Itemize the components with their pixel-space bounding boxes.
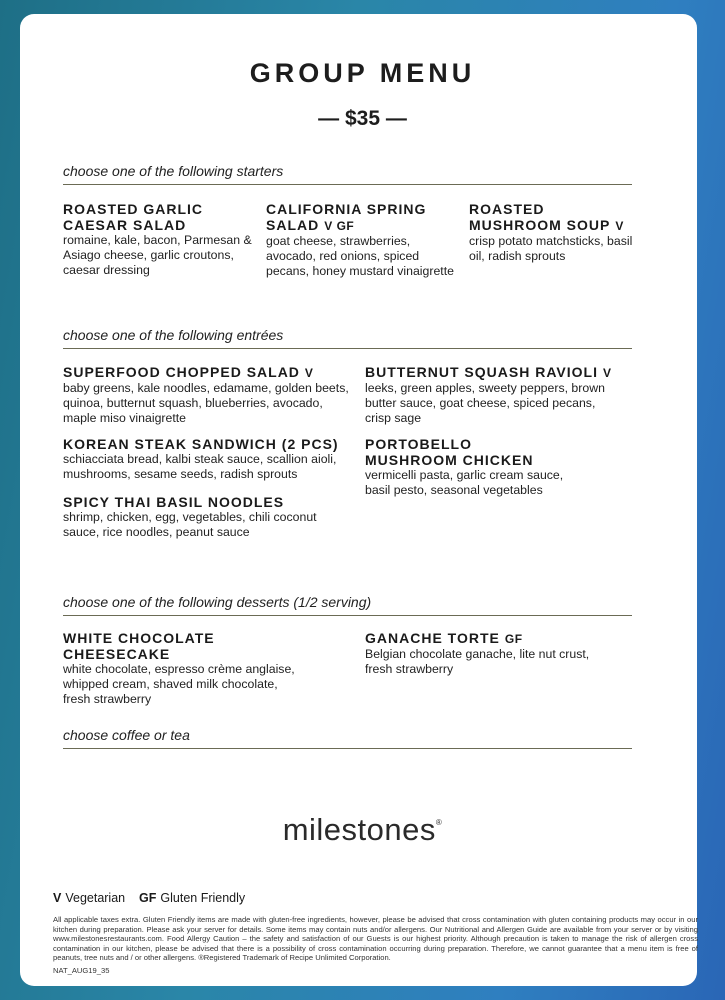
item-desc: white chocolate, espresso crème anglaise, whipped cream, shaved milk chocolate, fresh strawberry bbox=[63, 662, 295, 706]
drinks-heading: choose coffee or tea bbox=[63, 727, 632, 749]
menu-item bbox=[63, 201, 253, 278]
item-name: SPICY THAI BASIL NOODLES bbox=[63, 494, 285, 510]
item-tags: GF bbox=[504, 632, 523, 646]
legend-v-label: Vegetarian bbox=[65, 891, 126, 905]
registered-mark: ® bbox=[435, 818, 443, 827]
menu-code: NAT_AUG19_35 bbox=[53, 966, 110, 975]
legend bbox=[53, 891, 245, 905]
item-tags: V GF bbox=[324, 219, 355, 233]
item-desc: vermicelli pasta, garlic cream sauce, basil pesto, seasonal vegetables bbox=[365, 468, 564, 497]
item-desc: baby greens, kale noodles, edamame, golden beets, quinoa, butternut squash, blueberries, avocado, maple miso vinaigrette bbox=[63, 381, 349, 425]
legend-v: V bbox=[53, 891, 62, 905]
item-desc: romaine, kale, bacon, Parmesan & Asiago cheese, garlic croutons, caesar dressing bbox=[63, 233, 252, 277]
item-tags: V bbox=[304, 366, 314, 380]
menu-item bbox=[365, 436, 585, 498]
menu-item bbox=[63, 494, 328, 540]
starters-heading: choose one of the following starters bbox=[63, 163, 632, 185]
item-name: PORTOBELLO MUSHROOM CHICKEN bbox=[365, 436, 534, 468]
menu-item bbox=[365, 364, 615, 426]
menu-item bbox=[365, 630, 600, 677]
item-name: ROASTED GARLIC CAESAR SALAD bbox=[63, 201, 203, 233]
fine-print: All applicable taxes extra. Gluten Friendly items are made with gluten-free ingredients, however, please be advised that cross contamination with gluten containing products may occur in our kitchen during preparation. Please ask your server for details. Some items may contain nuts and/or allergens. Our Nutritional and Allergen Guide are available from your server or by visiting www.milestonesrestaurants.com. Food Allergy Caution – the safety and satisfaction of our Guests is our highest priority. Although precaution is taken to manage the risk of allergen cross contamination in our kitchen, please be advised that there is a possibility of cross contamination occurring during preparation. Therefore, we cannot guarantee that a menu item is free of peanuts, tree nuts and / or other allergens. ®Registered Trademark of Recipe Unlimited Corporation. bbox=[53, 915, 698, 962]
item-name: CALIFORNIA SPRING SALAD bbox=[266, 201, 427, 233]
item-name: GANACHE TORTE bbox=[365, 630, 500, 646]
item-desc: goat cheese, strawberries, avocado, red onions, spiced pecans, honey mustard vinaigrette bbox=[266, 234, 454, 278]
menu-item bbox=[63, 364, 353, 426]
brand-logo bbox=[0, 812, 725, 848]
item-tags: V bbox=[602, 366, 612, 380]
menu-item bbox=[266, 201, 456, 279]
item-name: BUTTERNUT SQUASH RAVIOLI bbox=[365, 364, 598, 380]
entrees-heading: choose one of the following entrées bbox=[63, 327, 632, 349]
legend-gf-label: Gluten Friendly bbox=[160, 891, 246, 905]
item-desc: schiacciata bread, kalbi steak sauce, scallion aioli, mushrooms, sesame seeds, radish sprouts bbox=[63, 452, 337, 481]
item-tags: V bbox=[615, 219, 624, 233]
item-desc: crisp potato matchsticks, basil oil, radish sprouts bbox=[469, 234, 633, 263]
menu-item bbox=[63, 436, 353, 482]
item-desc: shrimp, chicken, egg, vegetables, chili coconut sauce, rice noodles, peanut sauce bbox=[63, 510, 317, 539]
item-desc: Belgian chocolate ganache, lite nut crust, fresh strawberry bbox=[365, 647, 590, 676]
item-desc: leeks, green apples, sweety peppers, brown butter sauce, goat cheese, spiced pecans, crisp sage bbox=[365, 381, 605, 425]
menu-item bbox=[469, 201, 639, 264]
item-name: ROASTED MUSHROOM SOUP bbox=[469, 201, 611, 233]
item-name: KOREAN STEAK SANDWICH (2 PCS) bbox=[63, 436, 339, 452]
menu-price: — $35 — bbox=[318, 107, 407, 130]
menu-item bbox=[63, 630, 323, 707]
brand-name: milestones bbox=[282, 812, 436, 847]
item-name: SUPERFOOD CHOPPED SALAD bbox=[63, 364, 300, 380]
desserts-heading: choose one of the following desserts (1/2 serving) bbox=[63, 594, 632, 616]
menu-title: GROUP MENU bbox=[249, 58, 476, 88]
legend-gf: GF bbox=[139, 891, 157, 905]
item-name: WHITE CHOCOLATE CHEESECAKE bbox=[63, 630, 215, 662]
